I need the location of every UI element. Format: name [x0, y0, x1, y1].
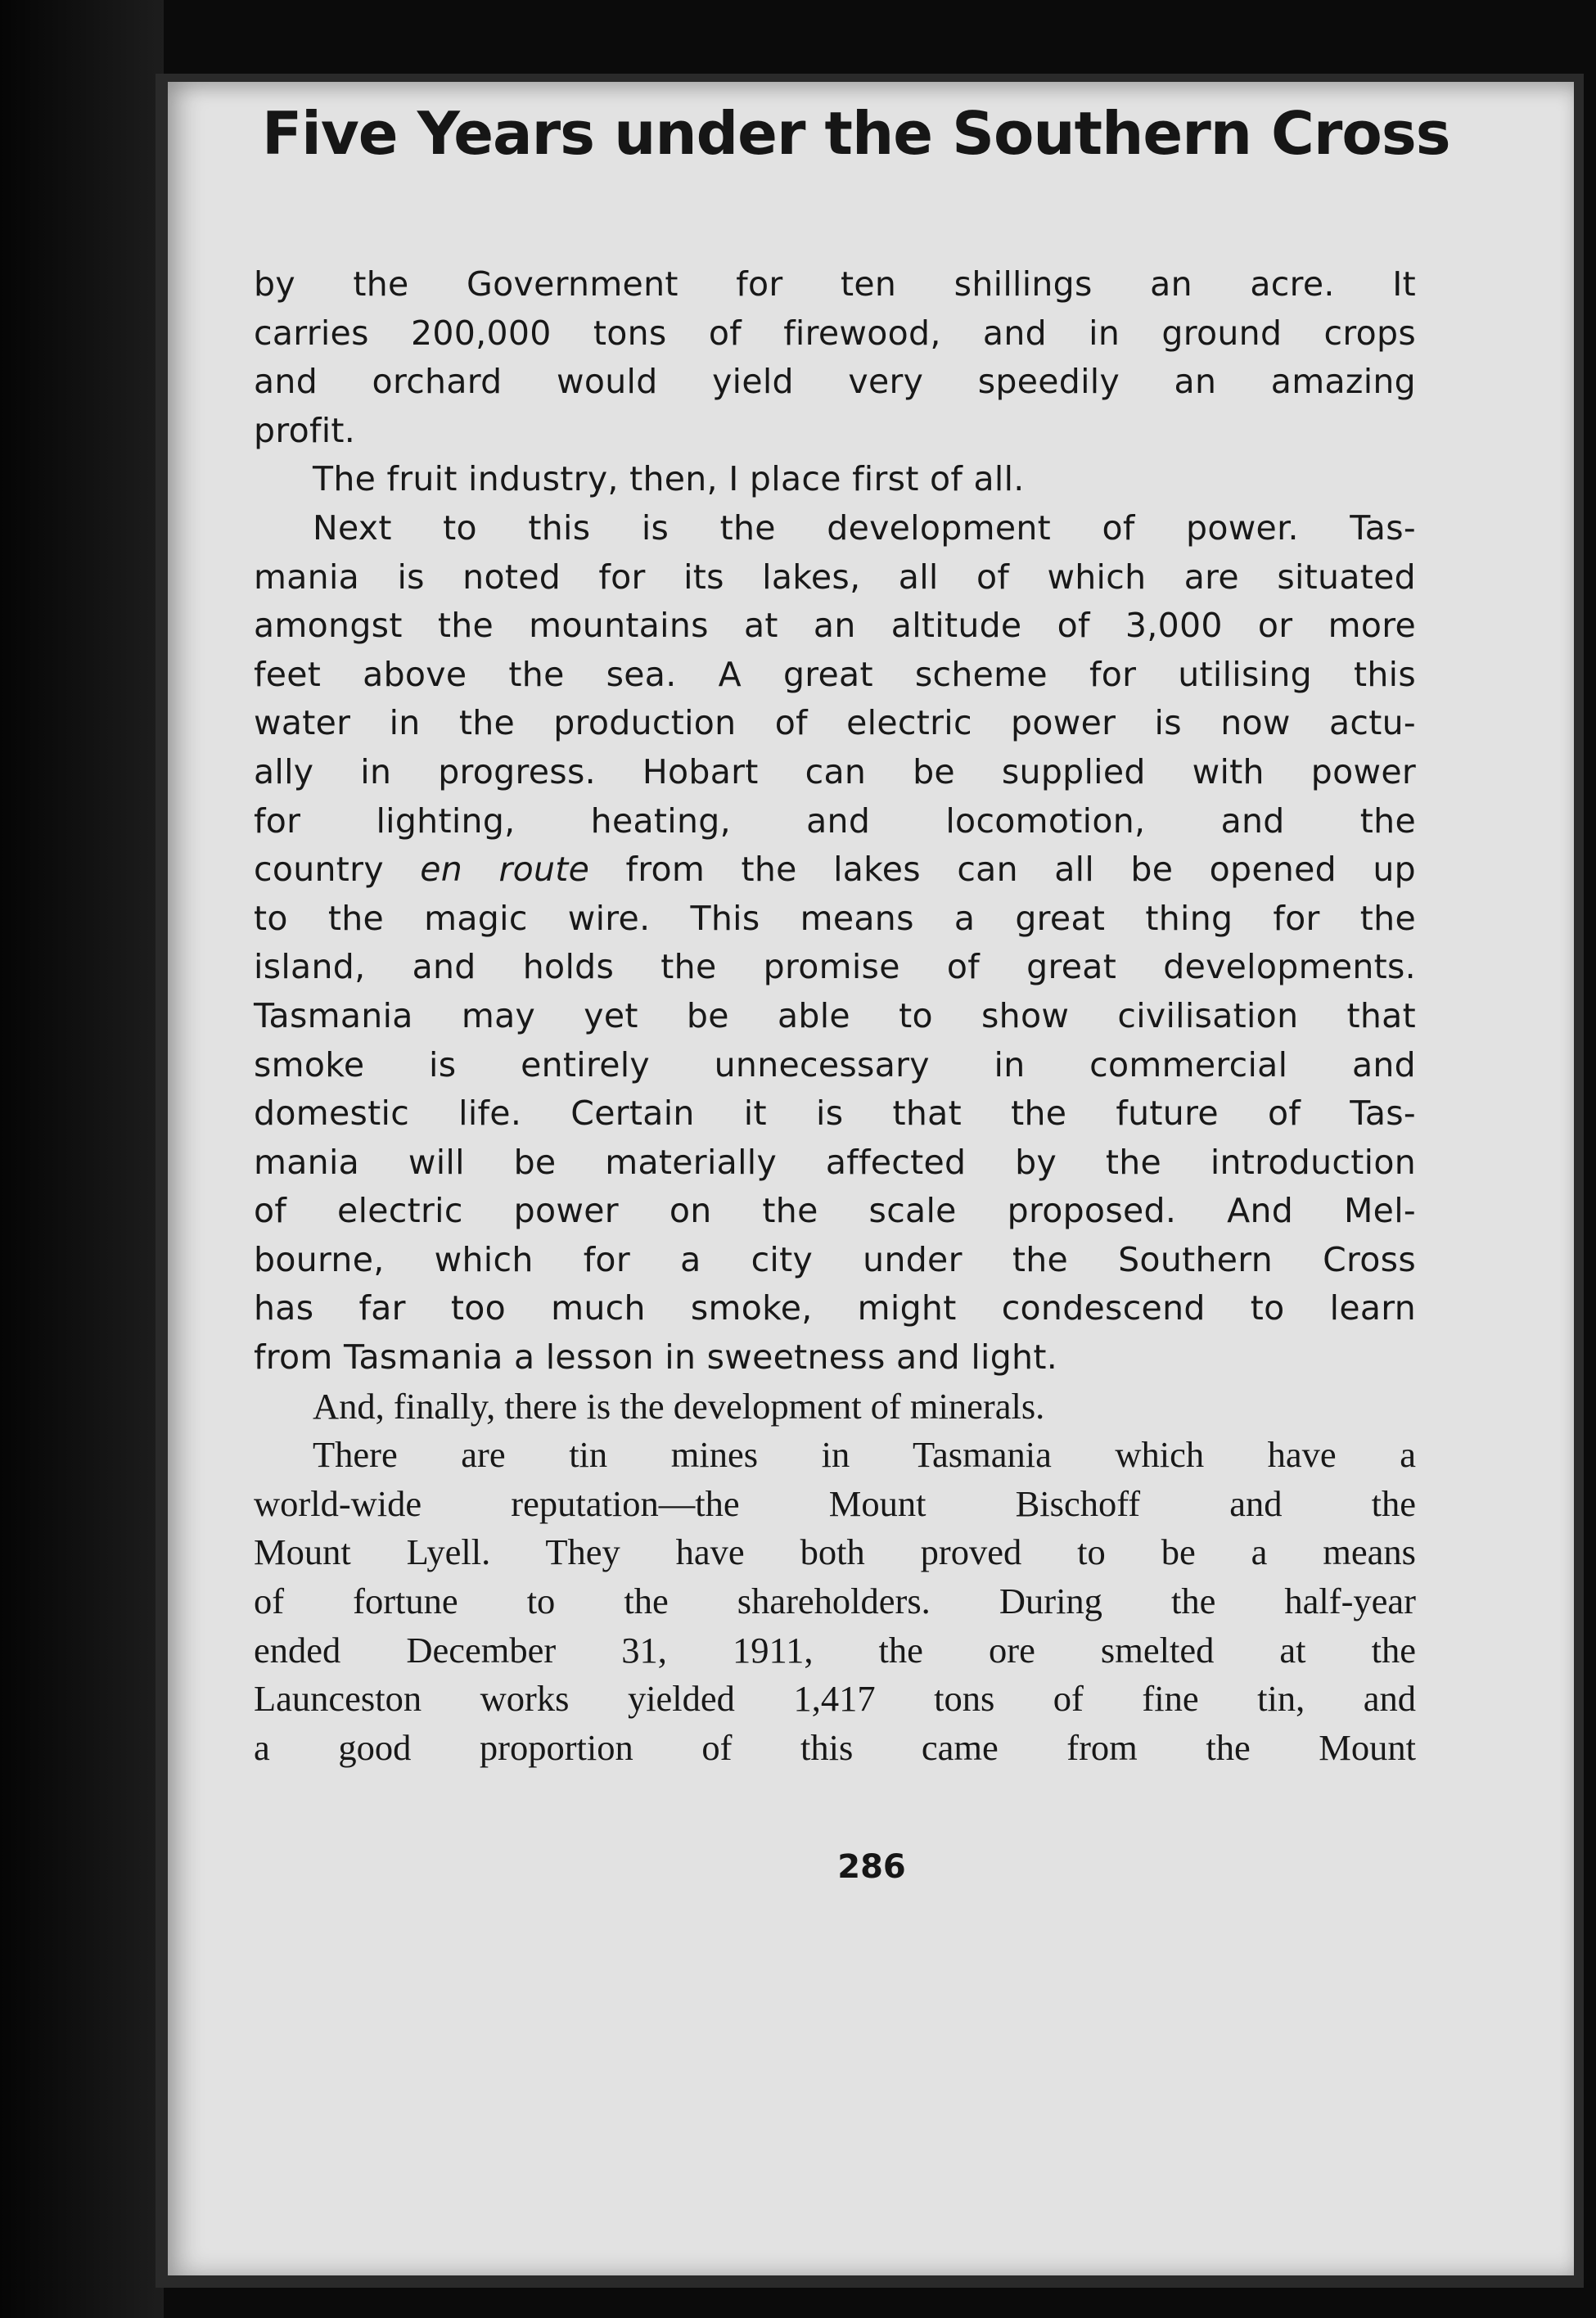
text-line [254, 651, 1416, 700]
text-line-content: Tasmania may yet be able to show civilisation that [254, 995, 1416, 1035]
text-line [254, 1041, 1416, 1090]
text-line [254, 602, 1416, 651]
text-line [254, 1626, 1416, 1675]
text-line [254, 1528, 1416, 1577]
running-head: Five Years under the Southern Cross [262, 99, 1450, 168]
text-line-content: amongst the mountains at an altitude of 3,000 or more [254, 606, 1416, 646]
text-line-content: profit. [254, 410, 356, 450]
text-line [254, 846, 1416, 895]
text-line-content: water in the production of electric power is now actu- [254, 703, 1416, 743]
text-line [254, 1382, 1416, 1432]
text-line-content: and orchard would yield very speedily an amazing [254, 362, 1416, 402]
text-line [254, 455, 1416, 504]
text-line-content: carries 200,000 tons of firewood, and in ground crops [254, 313, 1416, 353]
italic-phrase: en route [420, 850, 590, 890]
text-line-content: of electric power on the scale proposed. And Mel- [254, 1191, 1416, 1231]
text-line-content: Launceston works yielded 1,417 tons of fine tin, and [254, 1678, 1416, 1720]
text-line-content: feet above the sea. A great scheme for utilising this [254, 654, 1416, 694]
text-line [254, 1187, 1416, 1236]
text-line-content: ended December 31, 1911, the ore smelted at the [254, 1629, 1416, 1671]
text-line-content: bourne, which for a city under the Southern Cross [254, 1239, 1416, 1279]
text-line [254, 1089, 1416, 1139]
text-line [254, 1675, 1416, 1724]
text-line-content: from Tasmania a lesson in sweetness and light. [254, 1337, 1058, 1378]
text-line-content: Mount Lyell. They have both proved to be a means [254, 1531, 1416, 1573]
text-line-content: to the magic wire. This means a great thing for the [254, 898, 1416, 938]
text-line [254, 1333, 1416, 1382]
text-line-content: has far too much smoke, might condescend to learn [254, 1288, 1416, 1328]
text-line [254, 553, 1416, 602]
text-line-content: smoke is entirely unnecessary in commercial and [254, 1044, 1416, 1085]
text-line-content: from the lakes can all be opened up [589, 850, 1416, 890]
text-line-content: domestic life. Certain it is that the future of Tas- [254, 1094, 1416, 1134]
text-line-content: country [254, 850, 421, 890]
text-line-content: ally in progress. Hobart can be supplied with power [254, 751, 1416, 791]
text-line [254, 358, 1416, 407]
text-line [254, 895, 1416, 944]
text-line-content: world-wide reputation—the Mount Bischoff and the [254, 1482, 1416, 1524]
text-line [254, 992, 1416, 1041]
text-line-content: for lighting, heating, and locomotion, and the [254, 800, 1416, 841]
text-line [254, 797, 1416, 846]
text-line [254, 943, 1416, 992]
text-line-content: Next to this is the development of power. Tas- [313, 507, 1416, 548]
text-line-content: island, and holds the promise of great developments. [254, 947, 1416, 987]
text-line-content: The fruit industry, then, I place first of all. [313, 459, 1025, 499]
text-line [254, 309, 1416, 359]
text-line [254, 1577, 1416, 1626]
page-number: 286 [837, 1848, 906, 1886]
text-line [254, 699, 1416, 748]
text-line [254, 407, 1416, 456]
text-line-content: mania will be materially affected by the introduction [254, 1142, 1416, 1182]
text-line-content: a good proportion of this came from the Mount [254, 1726, 1416, 1768]
text-line [254, 1284, 1416, 1333]
text-line-content: by the Government for ten shillings an acre. It [254, 264, 1416, 304]
text-line-content: There are tin mines in Tasmania which have a [313, 1434, 1416, 1476]
text-line-content: mania is noted for its lakes, all of which are situated [254, 557, 1416, 597]
text-line-content: And, finally, there is the development of minerals. [313, 1385, 1045, 1427]
text-line [254, 1724, 1416, 1773]
text-line [254, 504, 1416, 553]
text-line [254, 1139, 1416, 1188]
text-line [254, 748, 1416, 797]
body-text [254, 260, 1416, 1772]
text-line [254, 1236, 1416, 1285]
text-line [254, 260, 1416, 309]
book-spine-shadow [0, 0, 164, 2318]
text-line-content: of fortune to the shareholders. During the half-year [254, 1581, 1416, 1622]
text-line [254, 1480, 1416, 1529]
text-line [254, 1431, 1416, 1480]
